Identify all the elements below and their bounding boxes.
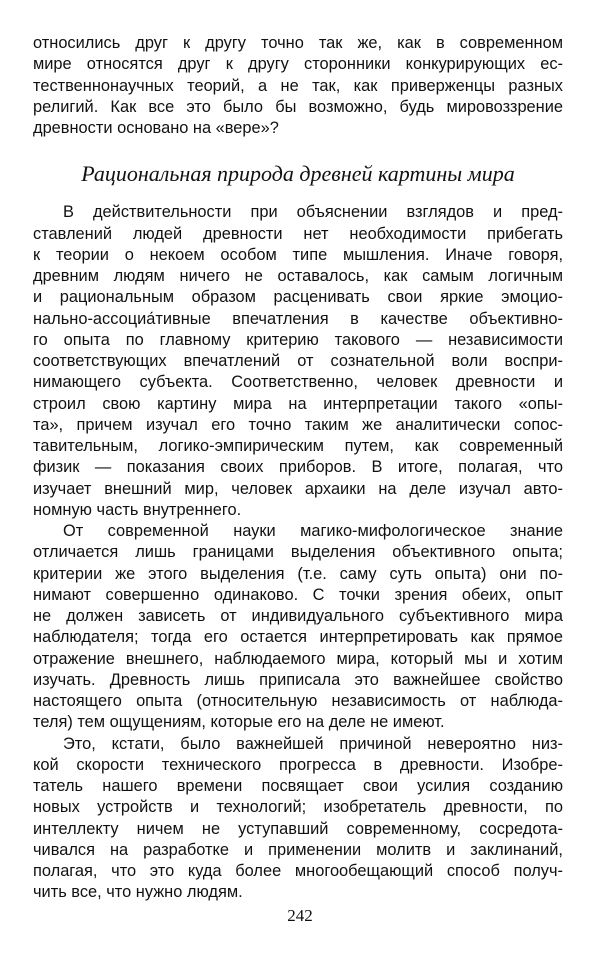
book-page [33,33,563,933]
text-line: настоящего опыта (относительную независимость от наблюда- [33,692,563,710]
text-line: древним людям ничего не оставалось, как самым логичным [33,267,563,285]
text-line: критерии же этого выделения (т.е. саму суть опыта) они по- [33,564,563,583]
text-line: От современной науки магико-мифологическое знание [63,522,563,540]
text-line: чивался на разработке и применении молитв и заклинаний, [33,840,563,859]
text-line: тественнонаучных теорий, а не так, как приверженцы разных [33,76,563,95]
text-line: строил свою картину мира на интерпретации такого «опы- [33,394,563,413]
text-line: чить все, что нужно людям. [33,883,243,902]
text-line: нимающего субъекта. Соответственно, человек древности и [33,373,563,392]
text-line: та», причем изучал его точно таким же аналитически сопос- [33,415,563,434]
text-line: древности основано на «вере»? [33,119,279,137]
text-line: изучать. Древность лишь приписала это важнейшее свойство [33,670,563,689]
text-line: кой скорости технического прогресса в древности. Изобре- [33,755,563,774]
text-line: мире относятся друг к другу сторонники конкурирующих ес- [33,55,563,74]
text-line: новых устройств и технологий; изобретатель древности, по [33,798,563,817]
text-line: религий. Как все это было бы возможно, будь мировоззрение [33,97,563,116]
page-number: 242 [287,906,313,925]
text-line: интеллекту ничем не уступавший современному, сосредота- [33,819,563,838]
text-line: тавительным, логико-эмпирическим путем, как современный [33,437,563,455]
text-line: полагая, что это куда более многообещающий способ получ- [33,862,563,880]
text-line: нально-ассоциа́тивные впечатления в качестве объективно- [33,309,563,328]
text-line: теля) тем ощущениям, которые его на деле не имеют. [33,713,445,732]
paragraph-3 [33,734,563,904]
text-line: Это, кстати, было важнейшей причиной невероятно низ- [63,734,563,753]
text-line: изучает внешний мир, человек архаики на деле изучал авто- [33,479,563,498]
text-line: отражение внешнего, наблюдаемого мира, который мы и хотим [33,649,563,668]
intro-paragraph [33,33,563,139]
text-line: В действительности при объяснении взглядов и пред- [63,203,563,222]
text-line: номную часть внутреннего. [33,500,242,519]
text-line: татель нашего времени посвящает свои усилия созданию [33,777,563,795]
text-line: и рациональным образом расценивать свои яркие эмоцио- [33,288,563,307]
text-line: го опыта по главному критерию такового — независимости [33,330,563,349]
paragraph-2 [33,521,563,734]
section-heading: Рациональная природа древней картины мира [81,161,515,187]
text-line: нимают совершенно одинаково. С точки зрения обеих, опыт [33,585,563,604]
text-line: относились друг к другу точно так же, как в современном [33,34,563,52]
text-line: к теории о некоем особом типе мышления. Иначе говоря, [33,245,563,264]
paragraph-1 [33,202,563,521]
text-line: отличается лишь границами выделения объективного опыта; [33,543,563,562]
text-line: наблюдателя; тогда его остается интерпретировать как прямое [33,628,563,647]
text-line: физик — показания своих приборов. В итоге, полагая, что [33,458,563,477]
text-line: ставлений людей древности нет необходимости прибегать [33,224,563,243]
text-line: соответствующих впечатлений от сознательной воли воспри- [33,352,563,370]
text-line: не должен зависеть от индивидуального субъективного мира [33,607,563,625]
